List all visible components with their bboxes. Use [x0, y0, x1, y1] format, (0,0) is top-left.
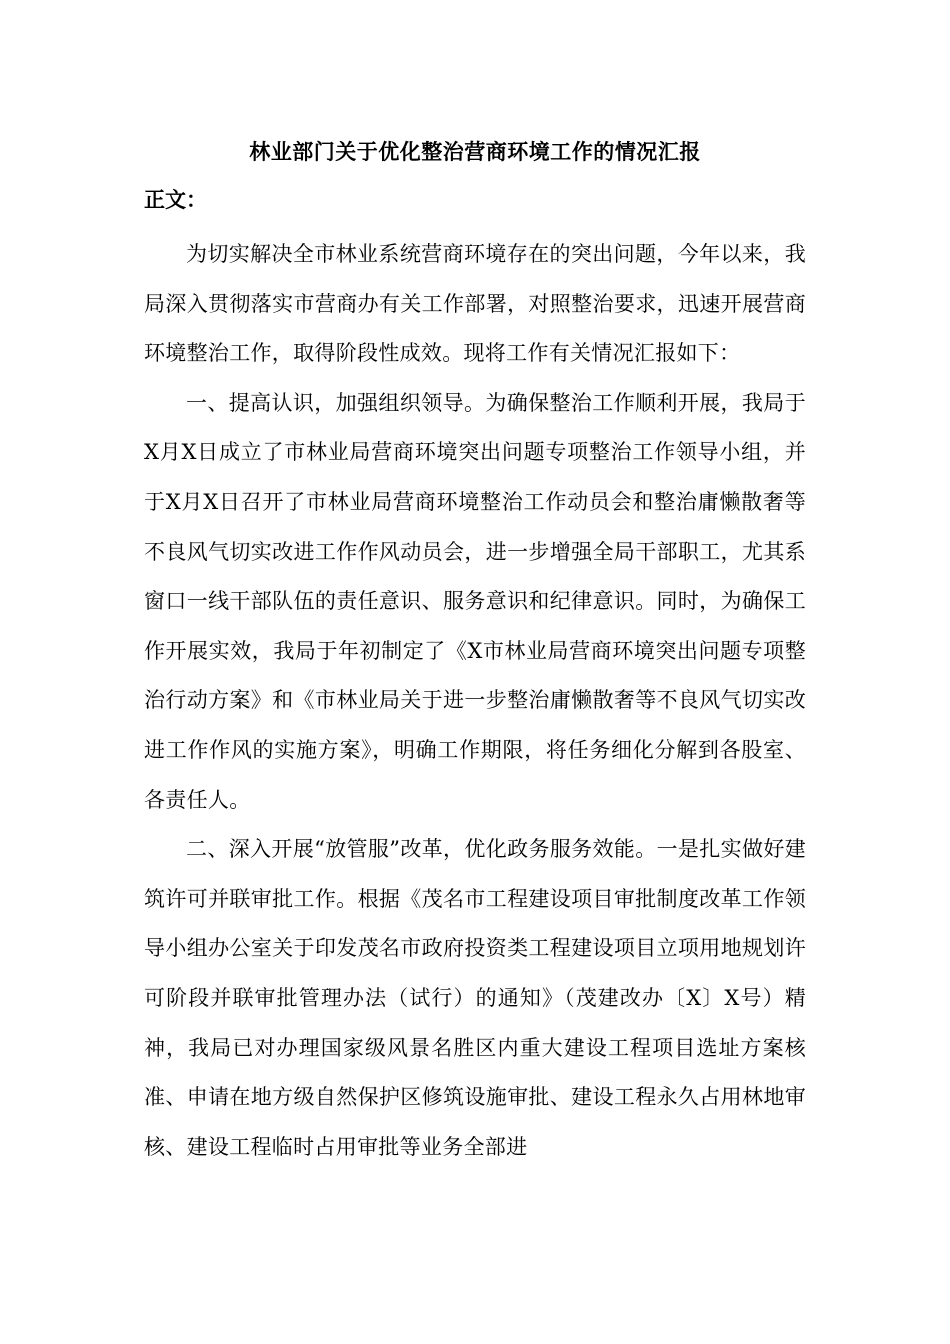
- document-title: 林业部门关于优化整治营商环境工作的情况汇报: [249, 139, 701, 164]
- document-page: [144, 132, 806, 1172]
- paragraph-section-2: 二、深入开展“放管服”改革，优化政务服务效能。一是扎实做好建筑许可并联审批工作。根据《茂名市工程建设项目审批制度改革工作领导小组办公室关于印发茂名市政府投资类工程建设项目立项用地规划许可阶段并联审批管理办法（试行）的通知》（茂建改办〔X〕X号）精神，我局已对办理国家级风景名胜区内重大建设工程项目选址方案核准、申请在地方级自然保护区修筑设施审批、建设工程永久占用林地审核、建设工程临时占用审批等业务全部进: [144, 837, 806, 1159]
- paragraph-section-1: 一、提高认识，加强组织领导。为确保整治工作顺利开展，我局于X月X日成立了市林业局营商环境突出问题专项整治工作领导小组，并于X月X日召开了市林业局营商环境整治工作动员会和整治庸懒散奢等不良风气切实改进工作作风动员会，进一步增强全局干部职工，尤其系窗口一线干部队伍的责任意识、服务意识和纪律意识。同时，为确保工作开展实效，我局于年初制定了《X市林业局营商环境突出问题专项整治行动方案》和《市林业局关于进一步整治庸懒散奢等不良风气切实改进工作作风的实施方案》，明确工作期限，将任务细化分解到各股室、各责任人。: [144, 390, 806, 812]
- paragraph-intro: 为切实解决全市林业系统营商环境存在的突出问题，今年以来，我局深入贯彻落实市营商办有关工作部署，对照整治要求，迅速开展营商环境整治工作，取得阶段性成效。现将工作有关情况汇报如下：: [144, 242, 806, 366]
- section-label: 正文：: [144, 187, 207, 212]
